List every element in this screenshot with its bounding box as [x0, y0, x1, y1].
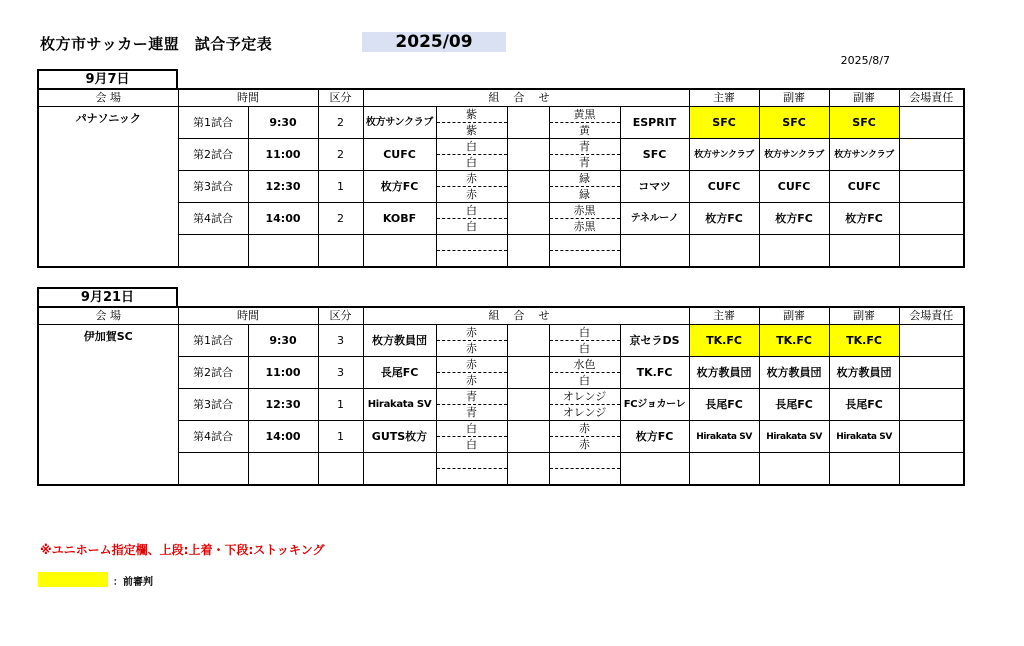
assistant-referee-2: 枚方FC: [829, 203, 899, 235]
away-socks: 赤黒: [549, 219, 620, 235]
match-time: 14:00: [248, 421, 318, 453]
away-socks: 緑: [549, 187, 620, 203]
vs-cell: [507, 107, 549, 139]
assistant-referee-2: TK.FC: [829, 325, 899, 357]
col-division: 区分: [318, 307, 363, 325]
col-venue: 会 場: [38, 307, 178, 325]
referee: 枚方教員団: [689, 357, 759, 389]
venue-spacer: [38, 235, 178, 268]
col-referee: 主審: [689, 307, 759, 325]
col-assistant1: 副審: [759, 307, 829, 325]
legend-label: ：前審判: [113, 577, 153, 588]
home-socks: 白: [436, 219, 507, 235]
table-row: [38, 389, 964, 405]
home-shirt: 赤: [436, 171, 507, 187]
assistant-referee-1: SFC: [759, 107, 829, 139]
venue-name: 伊加賀SC: [38, 325, 178, 357]
home-team: CUFC: [363, 139, 436, 171]
referee: TK.FC: [689, 325, 759, 357]
match-division: 2: [318, 203, 363, 235]
table-row: [38, 325, 964, 341]
away-shirt: 水色: [549, 357, 620, 373]
vs-cell: [507, 171, 549, 203]
home-team: Hirakata SV: [363, 389, 436, 421]
vs-cell: [507, 203, 549, 235]
venue-spacer: [38, 453, 178, 486]
away-shirt: オレンジ: [549, 389, 620, 405]
match-time: 9:30: [248, 325, 318, 357]
vs-cell: [507, 357, 549, 389]
match-label: 第4試合: [178, 421, 248, 453]
venue-spacer: [38, 171, 178, 203]
match-division: 1: [318, 171, 363, 203]
assistant-referee-1: CUFC: [759, 171, 829, 203]
referee: 枚方FC: [689, 203, 759, 235]
away-team: テネルーノ: [620, 203, 689, 235]
day-date-0: 9月7日: [37, 69, 178, 88]
away-shirt: 白: [549, 325, 620, 341]
match-time: 11:00: [248, 357, 318, 389]
away-team: 枚方FC: [620, 421, 689, 453]
month-label: 2025/09: [362, 32, 506, 52]
table-row: [38, 421, 964, 437]
away-socks: 赤: [549, 437, 620, 453]
away-socks: オレンジ: [549, 405, 620, 421]
home-shirt: 白: [436, 139, 507, 155]
venue-manager: [899, 357, 964, 389]
col-manager: 会場責任: [899, 307, 964, 325]
match-division: 2: [318, 139, 363, 171]
match-time: 11:00: [248, 139, 318, 171]
home-team: 枚方FC: [363, 171, 436, 203]
assistant-referee-2: SFC: [829, 107, 899, 139]
assistant-referee-1: 枚方教員団: [759, 357, 829, 389]
away-shirt: 黄黒: [549, 107, 620, 123]
away-shirt: 青: [549, 139, 620, 155]
assistant-referee-1: 枚方FC: [759, 203, 829, 235]
venue-name: パナソニック: [38, 107, 178, 139]
home-shirt: 青: [436, 389, 507, 405]
issue-date: 2025/8/7: [840, 54, 890, 67]
col-manager: 会場責任: [899, 89, 964, 107]
home-socks: 青: [436, 405, 507, 421]
table-row: [38, 107, 964, 123]
table-row: [38, 139, 964, 155]
assistant-referee-2: Hirakata SV: [829, 421, 899, 453]
table-row: [38, 357, 964, 373]
col-time: 時間: [178, 307, 318, 325]
venue-manager: [899, 171, 964, 203]
table-row: [38, 171, 964, 187]
home-team: 枚方教員団: [363, 325, 436, 357]
away-team: TK.FC: [620, 357, 689, 389]
match-label: 第1試合: [178, 325, 248, 357]
away-socks: 青: [549, 155, 620, 171]
schedule-table-1: [37, 306, 965, 486]
away-socks: 白: [549, 373, 620, 389]
home-socks: 赤: [436, 341, 507, 357]
day-date-1: 9月21日: [37, 287, 178, 306]
referee: 長尾FC: [689, 389, 759, 421]
home-shirt: 赤: [436, 325, 507, 341]
match-division: 3: [318, 325, 363, 357]
assistant-referee-1: Hirakata SV: [759, 421, 829, 453]
assistant-referee-2: 枚方教員団: [829, 357, 899, 389]
vs-cell: [507, 421, 549, 453]
home-team: GUTS枚方: [363, 421, 436, 453]
venue-manager: [899, 203, 964, 235]
col-division: 区分: [318, 89, 363, 107]
match-time: 9:30: [248, 107, 318, 139]
assistant-referee-1: 枚方サンクラブ: [759, 139, 829, 171]
venue-manager: [899, 139, 964, 171]
home-shirt: 赤: [436, 357, 507, 373]
home-socks: 白: [436, 437, 507, 453]
venue-manager: [899, 107, 964, 139]
assistant-referee-2: 枚方サンクラブ: [829, 139, 899, 171]
table-row: [38, 203, 964, 219]
match-division: 1: [318, 389, 363, 421]
uniform-note: ※ユニホーム指定欄、上段:上着・下段:ストッキング: [40, 543, 325, 557]
match-division: 1: [318, 421, 363, 453]
venue-manager: [899, 325, 964, 357]
assistant-referee-2: CUFC: [829, 171, 899, 203]
home-socks: 赤: [436, 373, 507, 389]
referee: SFC: [689, 107, 759, 139]
col-matchup: 組合せ: [363, 89, 689, 107]
assistant-referee-2: 長尾FC: [829, 389, 899, 421]
legend-swatch: [38, 572, 108, 587]
away-team: FCジョカーレ: [620, 389, 689, 421]
home-socks: 赤: [436, 187, 507, 203]
home-socks: 白: [436, 155, 507, 171]
vs-cell: [507, 139, 549, 171]
home-team: KOBF: [363, 203, 436, 235]
col-venue: 会 場: [38, 89, 178, 107]
away-shirt: 赤黒: [549, 203, 620, 219]
match-division: 2: [318, 107, 363, 139]
venue-manager: [899, 421, 964, 453]
referee: 枚方サンクラブ: [689, 139, 759, 171]
match-label: 第2試合: [178, 139, 248, 171]
schedule-table-0: [37, 88, 965, 268]
match-label: 第4試合: [178, 203, 248, 235]
col-referee: 主審: [689, 89, 759, 107]
venue-spacer: [38, 357, 178, 389]
col-assistant2: 副審: [829, 89, 899, 107]
home-socks: 紫: [436, 123, 507, 139]
match-division: 3: [318, 357, 363, 389]
match-time: 12:30: [248, 171, 318, 203]
venue-spacer: [38, 421, 178, 453]
away-shirt: 赤: [549, 421, 620, 437]
match-time: 14:00: [248, 203, 318, 235]
away-team: ESPRIT: [620, 107, 689, 139]
match-label: 第1試合: [178, 107, 248, 139]
vs-cell: [507, 389, 549, 421]
venue-manager: [899, 389, 964, 421]
match-label: 第3試合: [178, 171, 248, 203]
col-matchup: 組合せ: [363, 307, 689, 325]
assistant-referee-1: 長尾FC: [759, 389, 829, 421]
col-assistant1: 副審: [759, 89, 829, 107]
col-assistant2: 副審: [829, 307, 899, 325]
away-team: SFC: [620, 139, 689, 171]
home-shirt: 白: [436, 421, 507, 437]
home-team: 長尾FC: [363, 357, 436, 389]
home-team: 枚方サンクラブ: [363, 107, 436, 139]
venue-spacer: [38, 203, 178, 235]
referee: CUFC: [689, 171, 759, 203]
match-time: 12:30: [248, 389, 318, 421]
venue-spacer: [38, 139, 178, 171]
away-team: コマツ: [620, 171, 689, 203]
match-label: 第3試合: [178, 389, 248, 421]
vs-cell: [507, 325, 549, 357]
home-shirt: 紫: [436, 107, 507, 123]
away-team: 京セラDS: [620, 325, 689, 357]
away-socks: 黄: [549, 123, 620, 139]
away-socks: 白: [549, 341, 620, 357]
venue-spacer: [38, 389, 178, 421]
page-title: 枚方市サッカー連盟 試合予定表: [40, 35, 273, 53]
table-row: [38, 453, 964, 469]
away-shirt: 緑: [549, 171, 620, 187]
assistant-referee-1: TK.FC: [759, 325, 829, 357]
referee: Hirakata SV: [689, 421, 759, 453]
match-label: 第2試合: [178, 357, 248, 389]
col-time: 時間: [178, 89, 318, 107]
table-row: [38, 235, 964, 251]
home-shirt: 白: [436, 203, 507, 219]
